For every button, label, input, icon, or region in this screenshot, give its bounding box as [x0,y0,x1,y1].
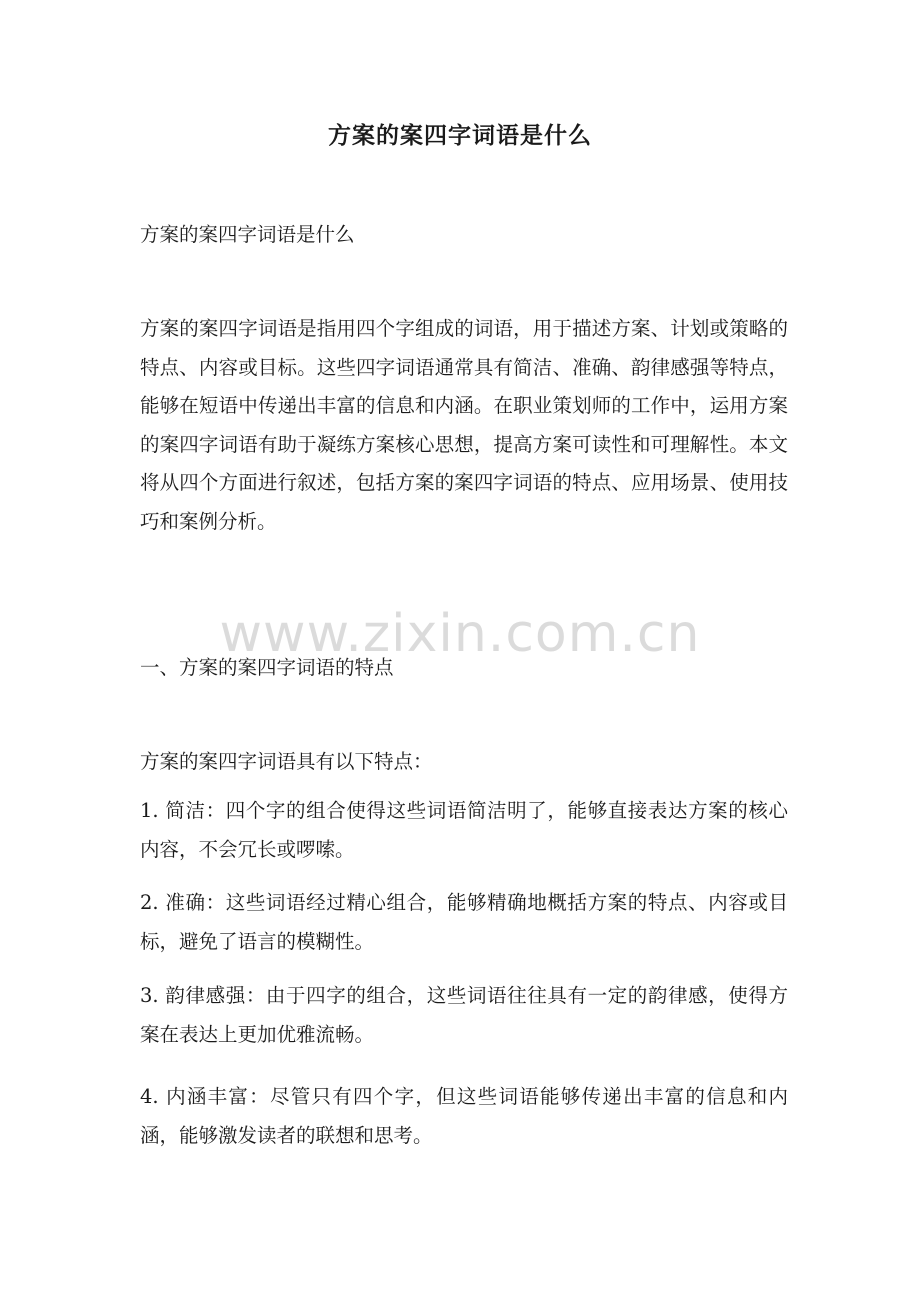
watermark: www.zixin.com.cn [219,604,701,664]
document-title: 方案的案四字词语是什么 [328,122,592,149]
list-lead: 方案的案四字词语具有以下特点： [140,750,433,773]
document-subtitle: 方案的案四字词语是什么 [140,223,355,246]
section-heading: 一、方案的案四字词语的特点 [140,656,394,679]
list-item: 1. 简洁：四个字的组合使得这些词语简洁明了，能够直接表达方案的核心内容，不会冗长或啰嗦。 [140,799,788,861]
intro-paragraph: 方案的案四字词语是指用四个字组成的词语，用于描述方案、计划或策略的特点、内容或目标。这些四字词语通常具有简洁、准确、韵律感强等特点，能够在短语中传递出丰富的信息和内涵。在职业策划师的工作中，运用方案的案四字词语有助于凝练方案核心思想，提高方案可读性和可理解性。本文将从四个方面进行叙述，包括方案的案四字词语的特点、应用场景、使用技巧和案例分析。 [140,317,788,533]
list-item: 3. 韵律感强：由于四字的组合，这些词语往往具有一定的韵律感，使得方案在表达上更加优雅流畅。 [140,984,788,1046]
list-item: 2. 准确：这些词语经过精心组合，能够精确地概括方案的特点、内容或目标，避免了语言的模糊性。 [140,891,788,953]
list-item: 4. 内涵丰富：尽管只有四个字，但这些词语能够传递出丰富的信息和内涵，能够激发读者的联想和思考。 [140,1085,788,1147]
